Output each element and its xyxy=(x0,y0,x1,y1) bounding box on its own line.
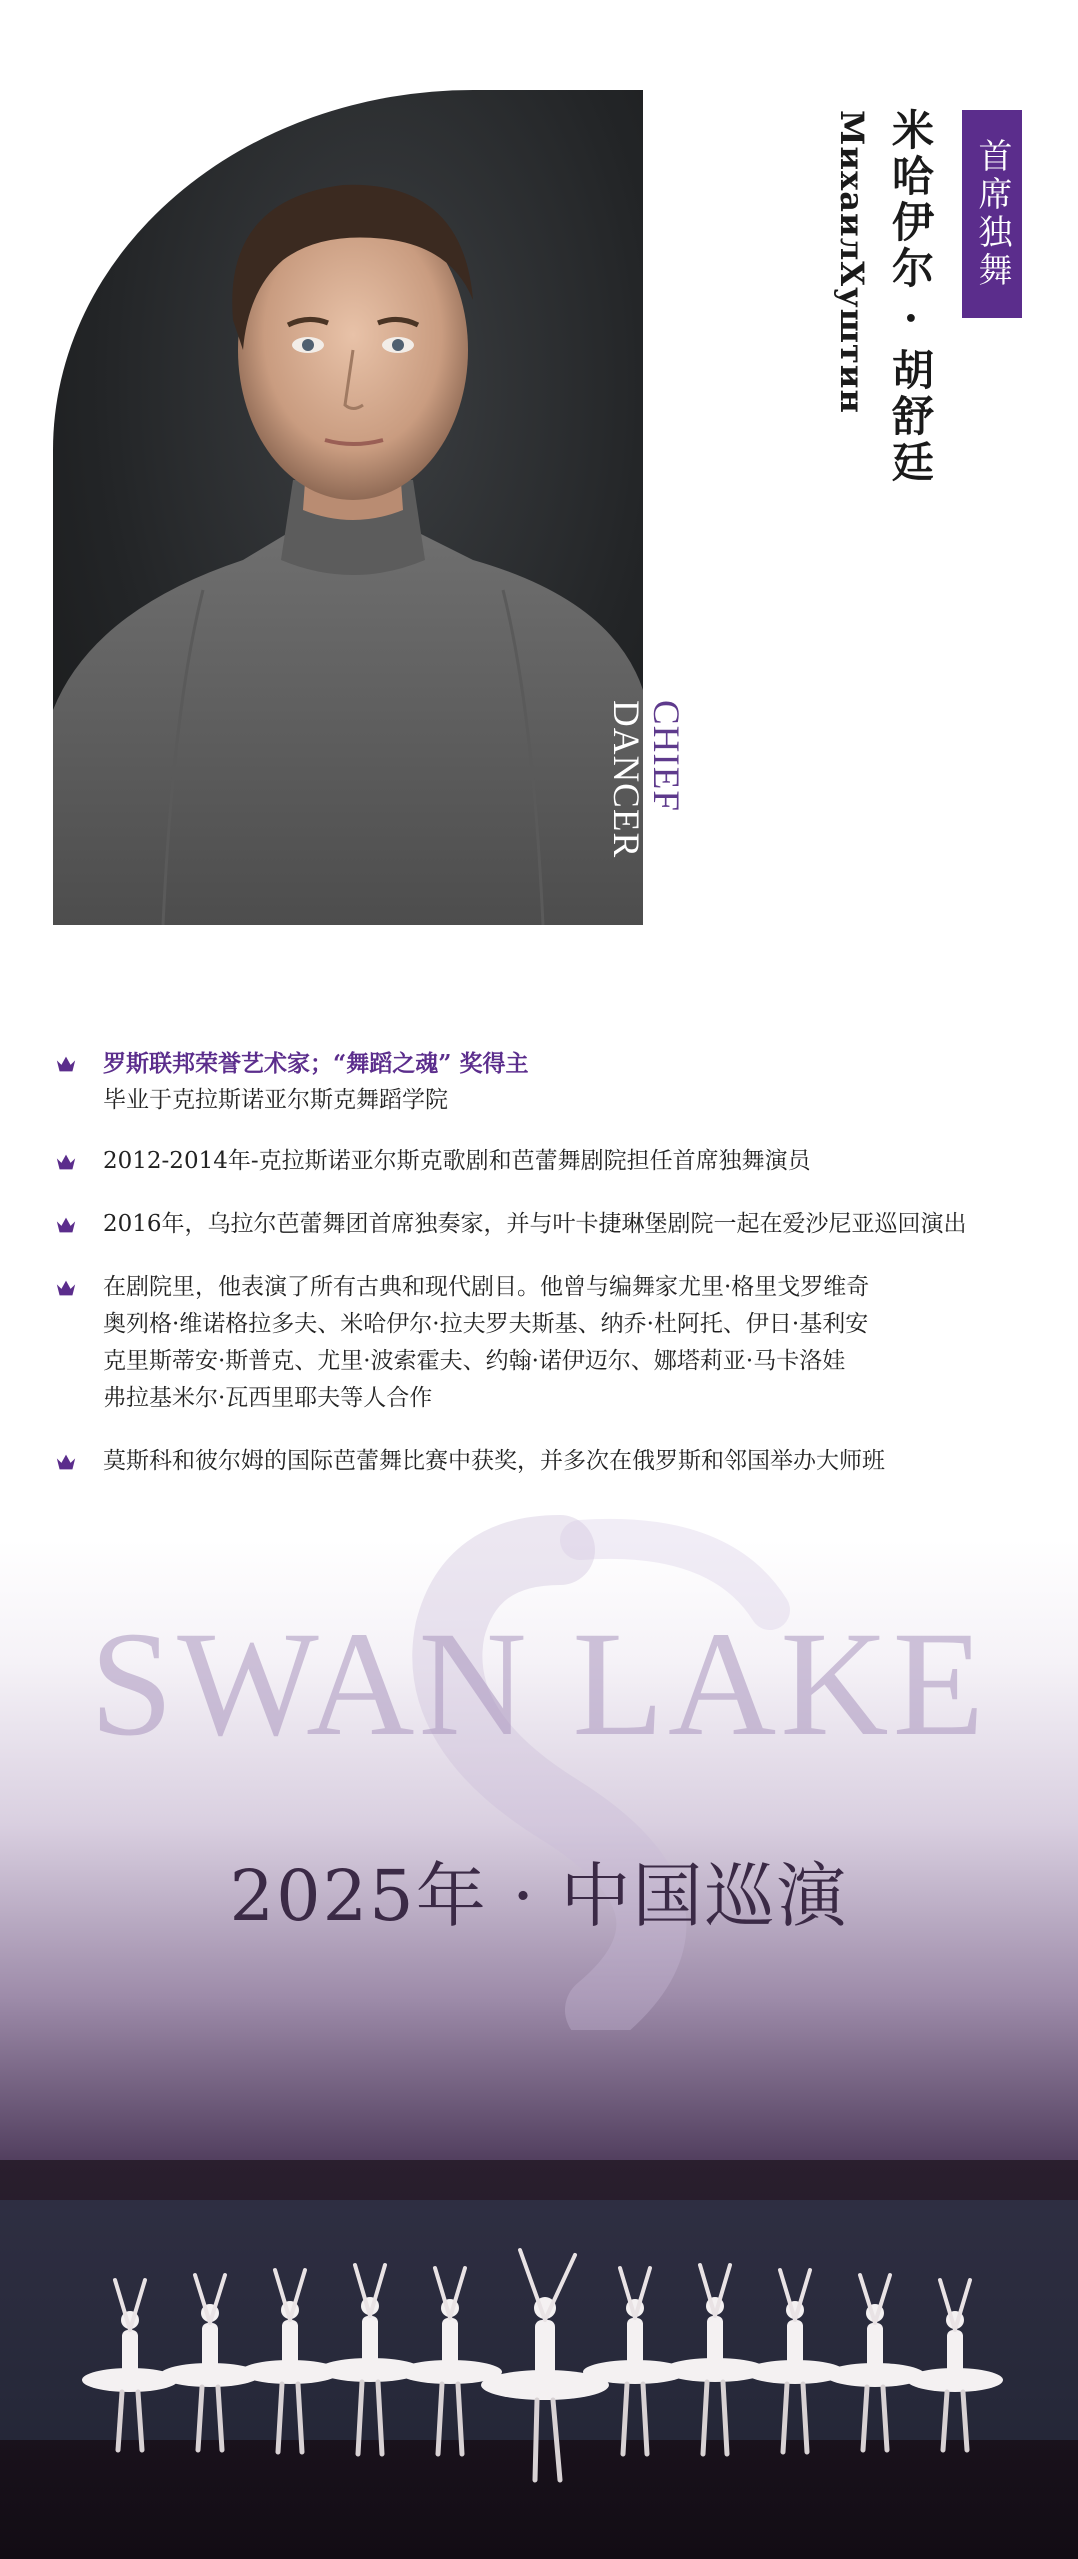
dancer-name-russian: МихаилХуштин xyxy=(833,110,871,414)
decorative-swirl xyxy=(300,1510,800,2030)
bio-item xyxy=(55,1443,1055,1480)
role-line-1: CHIEF xyxy=(645,700,686,812)
crown-icon xyxy=(55,1277,77,1299)
position-badge: 首席独舞 xyxy=(962,110,1022,318)
crown-icon xyxy=(55,1451,77,1473)
bio-text: 2016年，乌拉尔芭蕾舞团首席独奏家，并与叶卡捷琳堡剧院一起在爱沙尼亚巡回演出 xyxy=(103,1211,967,1237)
bio-item xyxy=(55,1206,1055,1243)
crown-icon xyxy=(55,1214,77,1236)
ballet-stage-photo xyxy=(0,2160,1078,2559)
bio-text: 克里斯蒂安·斯普克、尤里·波索霍夫、约翰·诺伊迈尔、娜塔莉亚·马卡洛娃 xyxy=(103,1348,846,1374)
role-line-2: DANCER xyxy=(605,700,646,859)
dancer-name-chinese: 米哈伊尔 · 胡舒廷 xyxy=(886,108,935,486)
crown-icon xyxy=(55,1053,77,1075)
bio-text: 2012-2014年-克拉斯诺亚尔斯克歌剧和芭蕾舞剧院担任首席独舞演员 xyxy=(103,1148,811,1174)
bio-text: 毕业于克拉斯诺亚尔斯克舞蹈学院 xyxy=(103,1087,448,1113)
bio-item xyxy=(55,1045,1055,1119)
tour-title: 2025年 · 中国巡演 xyxy=(229,1855,849,1937)
bio-item xyxy=(55,1269,1055,1417)
bio-list xyxy=(55,1045,1055,1480)
bio-highlight: 罗斯联邦荣誉艺术家；“舞蹈之魂” 奖得主 xyxy=(103,1050,529,1077)
bio-text: 在剧院里，他表演了所有古典和现代剧目。他曾与编舞家尤里·格里戈罗维奇 xyxy=(103,1274,870,1300)
bio-text: 弗拉基米尔·瓦西里耶夫等人合作 xyxy=(103,1385,433,1411)
bio-item xyxy=(55,1143,1055,1180)
crown-icon xyxy=(55,1151,77,1173)
role-title-en xyxy=(605,700,685,928)
bio-text: 奥列格·维诺格拉多夫、米哈伊尔·拉夫罗夫斯基、纳乔·杜阿托、伊日·基利安 xyxy=(103,1311,869,1337)
bio-text: 莫斯科和彼尔姆的国际芭蕾舞比赛中获奖，并多次在俄罗斯和邻国举办大师班 xyxy=(103,1448,885,1474)
banner-title-en: SWAN LAKE xyxy=(89,1601,989,1767)
portrait-photo xyxy=(53,90,643,925)
